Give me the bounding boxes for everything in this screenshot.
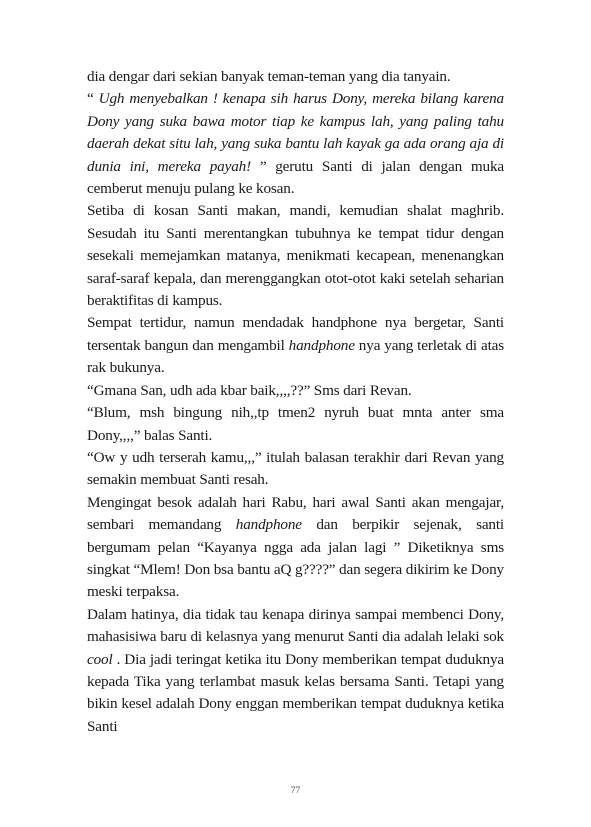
italic-quote: Ugh menyebalkan ! kenapa sih harus Dony, mereka bilang karena Dony yang suka bawa motor tiap ke kampus lah, yang paling tahu daerah dekat situ lah, yang suka bantu lah kayak ga ada orang aja di dunia ini, mereka payah! (87, 90, 504, 175)
italic-word: handphone (288, 336, 355, 354)
body-text (87, 66, 504, 738)
paragraph: Dalam hatinya, dia tidak tau kenapa dirinya sampai membenci Dony, mahasisiwa baru di kelasnya yang menurut Santi dia adalah lelaki sok cool . Dia jadi teringat ketika itu Dony memberikan tempat duduknya kepada Tika yang terlambat masuk kelas bersama Santi. Tetapi yang bikin kesel adalah Dony enggan memberikan tempat duduknya ketika Santi (87, 605, 504, 735)
italic-word: cool (87, 650, 113, 668)
paragraph: Setiba di kosan Santi makan, mandi, kemudian shalat maghrib. Sesudah itu Santi merentangkan tubuhnya ke tempat tidur dengan sesekali memejamkan matanya, menikmati kecapean, menenangkan saraf-saraf kepala, dan merenggangkan otot-otot kaki setelah seharian beraktifitas di kampus. (87, 202, 504, 310)
paragraph: Mengingat besok adalah hari Rabu, hari awal Santi akan mengajar, sembari memandang handphone dan berpikir sejenak, santi bergumam pelan “Kayanya ngga ada jalan lagi ” Diketiknya sms singkat “Mlem! Don bsa bantu aQ g????” dan segera dikirim ke Dony meski terpaksa. (87, 493, 505, 601)
paragraph-quote: “ Ugh menyebalkan ! kenapa sih harus Dony, mereka bilang karena Dony yang suka bawa motor tiap ke kampus lah, yang paling tahu daerah dekat situ lah, yang suka bantu lah kayak ga ada orang aja di dunia ini, mereka payah! ” gerutu Santi di jalan dengan muka cemberut menuju pulang ke kosan. (87, 90, 504, 198)
paragraph: dia dengar dari sekian banyak teman-teman yang dia tanyain. (87, 68, 451, 85)
paragraph-sms: “Gmana San, udh ada kbar baik,,,,??” Sms dari Revan. (87, 381, 412, 399)
italic-word: handphone (235, 516, 302, 534)
page-number: 77 (290, 786, 301, 796)
paragraph: Sempat tertidur, namun mendadak handphone nya bergetar, Santi tersentak bangun dan mengambil handphone nya yang terletak di atas rak bukunya. (87, 314, 504, 377)
paragraph-sms: “Ow y udh terserah kamu,,,” itulah balasan terakhir dari Revan yang semakin membuat Santi resah. (87, 448, 504, 489)
paragraph-sms: “Blum, msh bingung nih,,tp tmen2 nyruh buat mnta anter sma Dony,,,,” balas Santi. (87, 404, 504, 444)
